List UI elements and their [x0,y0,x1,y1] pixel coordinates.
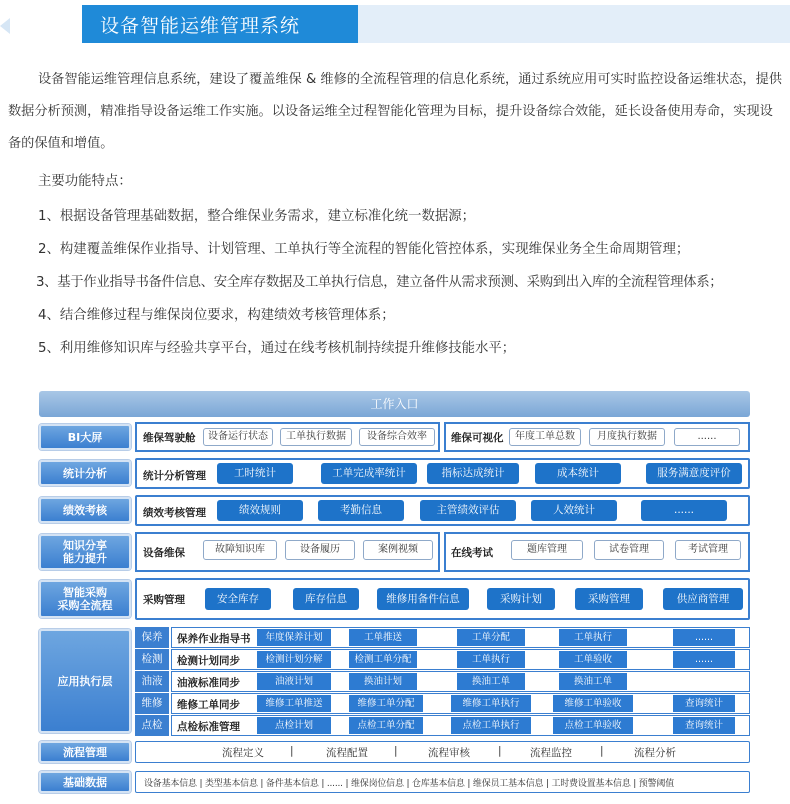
knowledge-item[interactable]: 故障知识库 [203,540,277,560]
performance-row [135,495,750,526]
knowledge-item[interactable]: 试卷管理 [594,540,664,560]
feature-item: 5、利用维修知识库与经验共享平台，通过在线考核机制持续提升维修技能水平； [38,341,516,356]
exec-item[interactable]: 换油计划 [349,673,417,690]
perf-item[interactable]: 人效统计 [531,500,617,521]
exec-item[interactable]: 维修工单推送 [257,695,331,712]
exec-item[interactable]: 工单推送 [349,629,417,646]
exec-row [135,627,750,648]
exec-item[interactable]: 工单执行 [559,629,627,646]
label-bi: BI大屏 [39,424,131,450]
bi-item[interactable]: ...... [674,428,740,446]
bi-item[interactable]: 工单执行数据 [280,428,352,446]
exec-item[interactable]: 检测工单分配 [349,651,417,668]
perf-item[interactable]: 主管绩效评估 [420,500,516,521]
intro-paragraph: 设备智能运维管理信息系统，建设了覆盖维保 & 维修的全流程管理的信息化系统，通过系统应用可实时监控设备运维状态，提供数据分析预测，精准指导设备运维工作实施。以设备运维全过程智能化管理为目标，提升设备综合效能，延长设备使用寿命，实现设备的保值和增值。 [8,72,782,151]
base-data-text: 设备基本信息 | 类型基本信息 | 备件基本信息 | ...... | 维保岗位信息 | 仓库基本信息 | 维保员工基本信息 | 工时费设置基本信息 | 预警阈值 [144,779,674,789]
purchase-item[interactable]: 安全库存 [205,588,271,610]
exec-item[interactable]: 工单分配 [457,629,525,646]
base-row [135,771,750,793]
feature-item: 1、根据设备管理基础数据，整合维保业务需求，建立标准化统一数据源； [38,209,476,224]
process-item[interactable]: 流程定义 [222,747,264,759]
exec-title: 点检标准管理 [177,721,240,733]
perf-item[interactable]: 绩效规则 [217,500,303,521]
knowledge-right-title: 在线考试 [451,547,493,559]
label-process: 流程管理 [39,741,131,763]
label-base: 基础数据 [39,771,131,793]
header-arrow-icon [0,18,10,34]
knowledge-item[interactable]: 设备履历 [285,540,355,560]
exec-item[interactable]: 维修工单执行 [451,695,531,712]
bi-item[interactable]: 设备运行状态 [203,428,273,446]
label-stats: 统计分析 [39,460,131,486]
exec-item[interactable]: 工单执行 [457,651,525,668]
knowledge-item[interactable]: 考试管理 [675,540,741,560]
architecture-diagram [39,391,750,799]
stats-title: 统计分析管理 [143,470,206,482]
feature-item: 3、基于作业指导书备件信息、安全库存数据及工单执行信息，建立备件从需求预测、采购到出入库的全流程管理体系； [36,275,723,290]
exec-item[interactable]: 维修工单分配 [349,695,423,712]
stats-item[interactable]: 成本统计 [535,463,621,484]
exec-tag: 维修 [135,693,169,714]
process-item[interactable]: 流程监控 [530,747,572,759]
purchase-item[interactable]: 供应商管理 [663,588,743,610]
exec-item[interactable]: 查询统计 [673,695,735,712]
purchase-row [135,578,750,620]
bi-item[interactable]: 月度执行数据 [589,428,665,446]
exec-item[interactable]: 换油工单 [457,673,525,690]
bi-left-title: 维保驾驶舱 [143,432,196,444]
purchase-item[interactable]: 采购管理 [575,588,643,610]
exec-item[interactable]: 点检工单验收 [553,717,633,734]
exec-title: 维修工单同步 [177,699,240,711]
exec-row [135,649,750,670]
stats-row [135,458,750,489]
knowledge-row [135,532,750,572]
bi-right-title: 维保可视化 [451,432,504,444]
purchase-item[interactable]: 维修用备件信息 [377,588,469,610]
purchase-item[interactable]: 库存信息 [293,588,359,610]
page-title: 设备智能运维管理系统 [100,15,301,37]
stats-item[interactable]: 服务满意度评价 [646,463,742,484]
exec-title: 保养作业指导书 [177,633,251,645]
purchase-item[interactable]: 采购计划 [487,588,555,610]
exec-item[interactable]: 检测计划分解 [257,651,331,668]
exec-item[interactable]: ...... [673,629,735,646]
exec-item[interactable]: 工单验收 [559,651,627,668]
process-separator: | [600,745,604,757]
stats-item[interactable]: 工单完成率统计 [321,463,417,484]
exec-item[interactable]: 点检计划 [257,717,331,734]
exec-row [135,715,750,736]
exec-tag: 检测 [135,649,169,670]
label-knowledge: 知识分享 能力提升 [39,534,131,570]
exec-tag: 点检 [135,715,169,736]
process-separator: | [394,745,398,757]
knowledge-item[interactable]: 题库管理 [511,540,583,560]
exec-item[interactable]: 点检工单分配 [349,717,423,734]
bi-row [135,422,750,452]
work-entry-bar: 工作入口 [39,391,750,417]
process-item[interactable]: 流程配置 [326,747,368,759]
exec-item[interactable]: 年度保养计划 [257,629,331,646]
process-row [135,741,750,763]
label-purchase: 智能采购 采购全流程 [39,580,131,618]
perf-item[interactable]: 考勤信息 [318,500,404,521]
purchase-title: 采购管理 [143,594,185,606]
process-item[interactable]: 流程审核 [428,747,470,759]
bi-item[interactable]: 年度工单总数 [509,428,581,446]
knowledge-left-title: 设备维保 [143,547,185,559]
stats-item[interactable]: 指标达成统计 [427,463,519,484]
exec-row [135,693,750,714]
perf-item[interactable]: ...... [641,500,727,521]
label-exec: 应用执行层 [39,629,131,733]
process-separator: | [498,745,502,757]
exec-row [135,671,750,692]
bi-item[interactable]: 设备综合效率 [359,428,435,446]
feature-item: 4、结合维修过程与维保岗位要求，构建绩效考核管理体系； [38,308,395,323]
features-title: 主要功能特点： [38,174,132,189]
exec-item[interactable]: 查询统计 [673,717,735,734]
exec-item[interactable]: 点检工单执行 [451,717,531,734]
process-separator: | [290,745,294,757]
knowledge-item[interactable]: 案例视频 [363,540,433,560]
stats-item[interactable]: 工时统计 [217,463,293,484]
label-performance: 绩效考核 [39,497,131,523]
exec-item[interactable]: 油液计划 [257,673,331,690]
section-header [0,0,790,46]
exec-item[interactable]: ...... [673,651,735,668]
feature-item: 2、构建覆盖维保作业指导、计划管理、工单执行等全流程的智能化管控体系，实现维保业务全生命周期管理； [38,242,690,257]
exec-item[interactable]: 维修工单验收 [553,695,633,712]
exec-title: 油液标准同步 [177,677,240,689]
exec-tag: 油液 [135,671,169,692]
exec-title: 检测计划同步 [177,655,240,667]
exec-tag: 保养 [135,627,169,648]
process-item[interactable]: 流程分析 [634,747,676,759]
exec-item[interactable]: 换油工单 [559,673,627,690]
perf-title: 绩效考核管理 [143,507,206,519]
